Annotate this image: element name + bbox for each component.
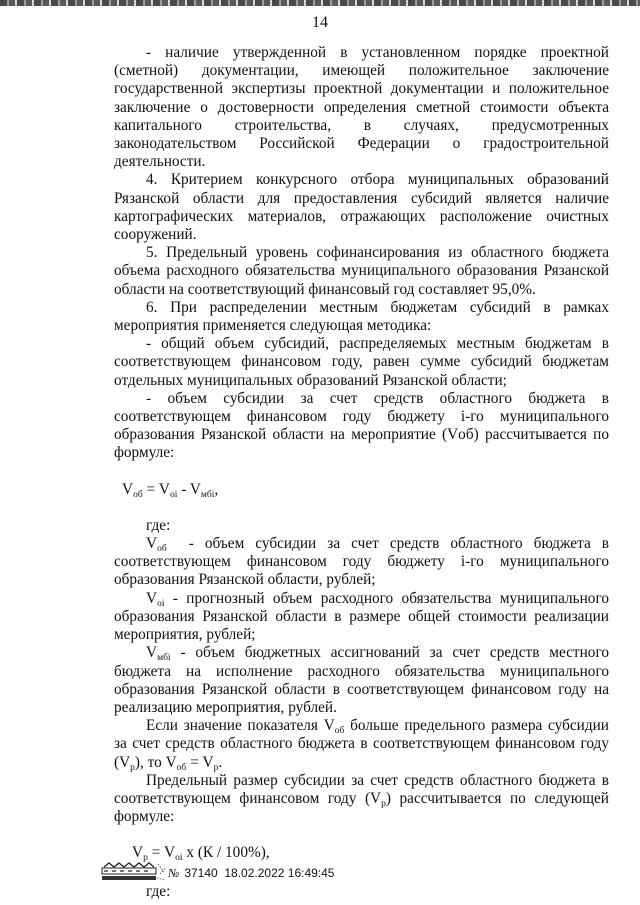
paragraph-limit-condition: Если значение показателя $V_{об}$ больше предельного размера субсидии за счет средств областного бюджета в соответствующем финансовом году $(V_р)$, то $V_{об} = V_р$. — [114, 717, 609, 773]
where-label-2: где: — [146, 882, 171, 900]
formula-subsidy: $V_{об} = V_{oi} - V_{мбi}$, — [122, 480, 219, 500]
registry-stamp-logo — [94, 858, 168, 889]
paragraph-subsidy-volume: - объем субсидии за счет средств областного бюджета в соответствующем финансовом году бюджету i-го муниципального образования Рязанской области на мероприятие (Vоб) рассчитывается по формуле: — [114, 389, 609, 462]
paragraph-requirement-documentation: - наличие утвержденной в установленном порядке проектной (сметной) документации, имеющей положительное заключение государственной экспертизы проектной документации и положительное заключение о достоверности определения сметной стоимости объекта капитального строительства, в случаях, предусмотренных законодательством Российской Федерации о градостроительной деятельности. — [114, 44, 609, 171]
paragraph-item-4: 4. Критерием конкурсного отбора муниципальных образований Рязанской области для предоставления субсидий является наличие картографических материалов, отражающих расположение очистных сооружений. — [114, 171, 609, 244]
paragraph-item-6: 6. При распределении местным бюджетам субсидий в рамках мероприятия применяется следующая методика: — [114, 298, 609, 335]
registration-line — [168, 866, 334, 881]
scan-top-edge — [0, 0, 640, 6]
registration-number: 37140 — [184, 866, 218, 880]
paragraph-total-subsidies: - общий объем субсидий, распределяемых местным бюджетам в соответствующем финансовом году, равен сумме субсидий бюджетам отдельных муниципальных образований Рязанской области; — [114, 335, 609, 389]
registration-timestamp: 18.02.2022 16:49:45 — [224, 866, 335, 880]
definition-vob: $V_{об}$ - объем субсидии за счет средств областного бюджета в соответствующем финансовом году бюджету i-го муниципального образования Рязанской области, рублей; — [114, 535, 609, 589]
number-sign: № — [168, 866, 180, 880]
definition-vmbi: $V_{мбi}$ - объем бюджетных ассигнований за счет средств местного бюджета на исполнение расходного обязательства муниципального образования Рязанской области в соответствующем финансовом году на реализацию мероприятия, рублей. — [114, 644, 609, 716]
formula-limit: $V_р = V_{oi}$ х (К / 100%), — [132, 844, 270, 864]
page-number: 14 — [312, 14, 328, 31]
definition-voi: $V_{oi}$ - прогнозный объем расходного обязательства муниципального образования Рязанской области в размере общей стоимости реализации мероприятия, рублей; — [114, 589, 609, 644]
paragraph-item-5: 5. Предельный уровень софинансирования из областного бюджета объема расходного обязательства муниципального образования Рязанской области на соответствующий финансовый год составляет 95,0%. — [114, 244, 609, 298]
paragraph-limit-size: Предельный размер субсидии за счет средств областного бюджета в соответствующем финансовом году $(V_р)$ рассчитывается по следующей формуле: — [114, 771, 609, 826]
document-body — [114, 44, 609, 901]
where-label-1: где: — [146, 516, 171, 534]
